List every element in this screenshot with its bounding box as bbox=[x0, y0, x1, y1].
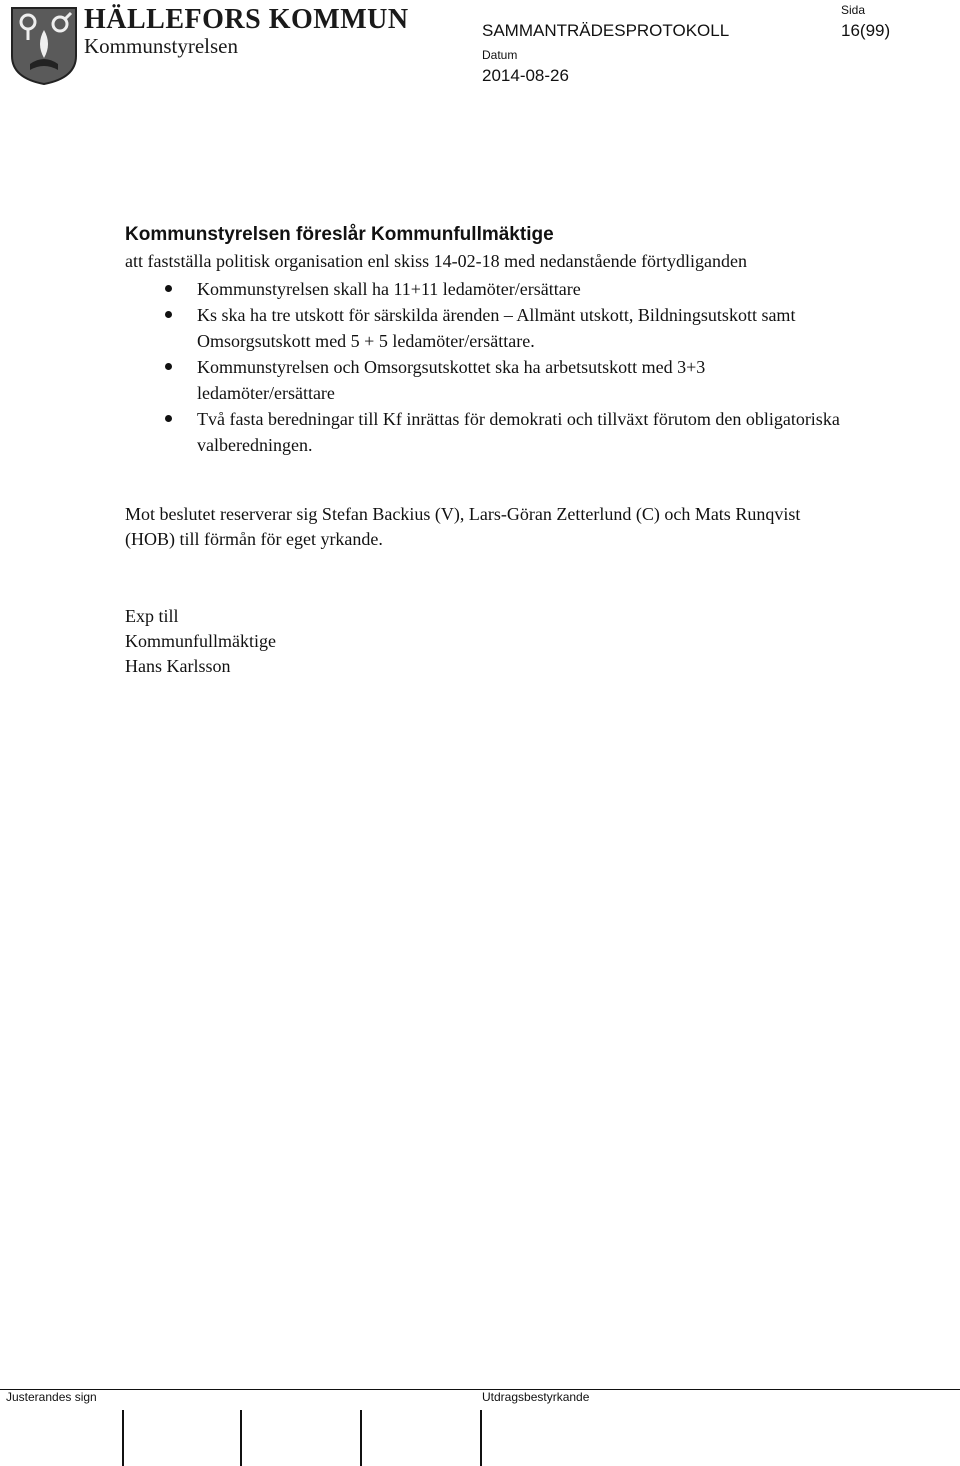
signature-box-divider bbox=[122, 1410, 124, 1466]
page-label: Sida bbox=[841, 3, 866, 17]
bullet-icon bbox=[165, 285, 172, 292]
reservation-paragraph: Mot beslutet reserverar sig Stefan Backius (V), Lars-Göran Zetterlund (C) och Mats Runqvist (HOB) till förmån för eget yrkande. bbox=[125, 504, 801, 549]
intro-paragraph: att fastställa politisk organisation enl skiss 14-02-18 med nedanstående förtydliganden bbox=[125, 251, 748, 271]
org-name: HÄLLEFORS KOMMUN bbox=[84, 4, 409, 35]
org-subtitle: Kommunstyrelsen bbox=[84, 34, 238, 58]
signature-box-divider bbox=[480, 1410, 482, 1466]
bullet-icon bbox=[165, 311, 172, 318]
date-value: 2014-08-26 bbox=[482, 66, 569, 85]
bullet-icon bbox=[165, 415, 172, 422]
exp-line: Kommunfullmäktige bbox=[125, 631, 276, 651]
distribution-block bbox=[125, 604, 845, 679]
coat-of-arms-icon bbox=[8, 4, 80, 86]
signature-box-divider bbox=[240, 1410, 242, 1466]
list-item: Ks ska ha tre utskott för särskilda ärenden – Allmänt utskott, Bildningsutskott samt Omsorgsutskott med 5 + 5 ledamöter/ersättare. bbox=[125, 302, 845, 354]
bullet-list bbox=[125, 276, 845, 458]
list-item: Kommunstyrelsen och Omsorgsutskottet ska ha arbetsutskott med 3+3 ledamöter/ersättare bbox=[125, 354, 845, 406]
utdragsbestyrkande-label: Utdragsbestyrkande bbox=[482, 1390, 590, 1404]
exp-line: Exp till bbox=[125, 606, 179, 626]
list-item: Kommunstyrelsen skall ha 11+11 ledamöter/ersättare bbox=[125, 276, 845, 302]
page-number: 16(99) bbox=[841, 21, 891, 40]
exp-line: Hans Karlsson bbox=[125, 656, 231, 676]
section-heading: Kommunstyrelsen föreslår Kommunfullmäktige bbox=[125, 224, 554, 245]
document-body bbox=[125, 222, 845, 679]
signature-box-divider bbox=[360, 1410, 362, 1466]
document-type: SAMMANTRÄDESPROTOKOLL bbox=[482, 21, 730, 40]
date-label: Datum bbox=[482, 48, 518, 62]
footer-divider bbox=[0, 1389, 960, 1390]
justerandes-sign-label: Justerandes sign bbox=[6, 1390, 97, 1404]
bullet-icon bbox=[165, 363, 172, 370]
list-item: Två fasta beredningar till Kf inrättas för demokrati och tillväxt förutom den obligatoriska valberedningen. bbox=[125, 406, 845, 458]
